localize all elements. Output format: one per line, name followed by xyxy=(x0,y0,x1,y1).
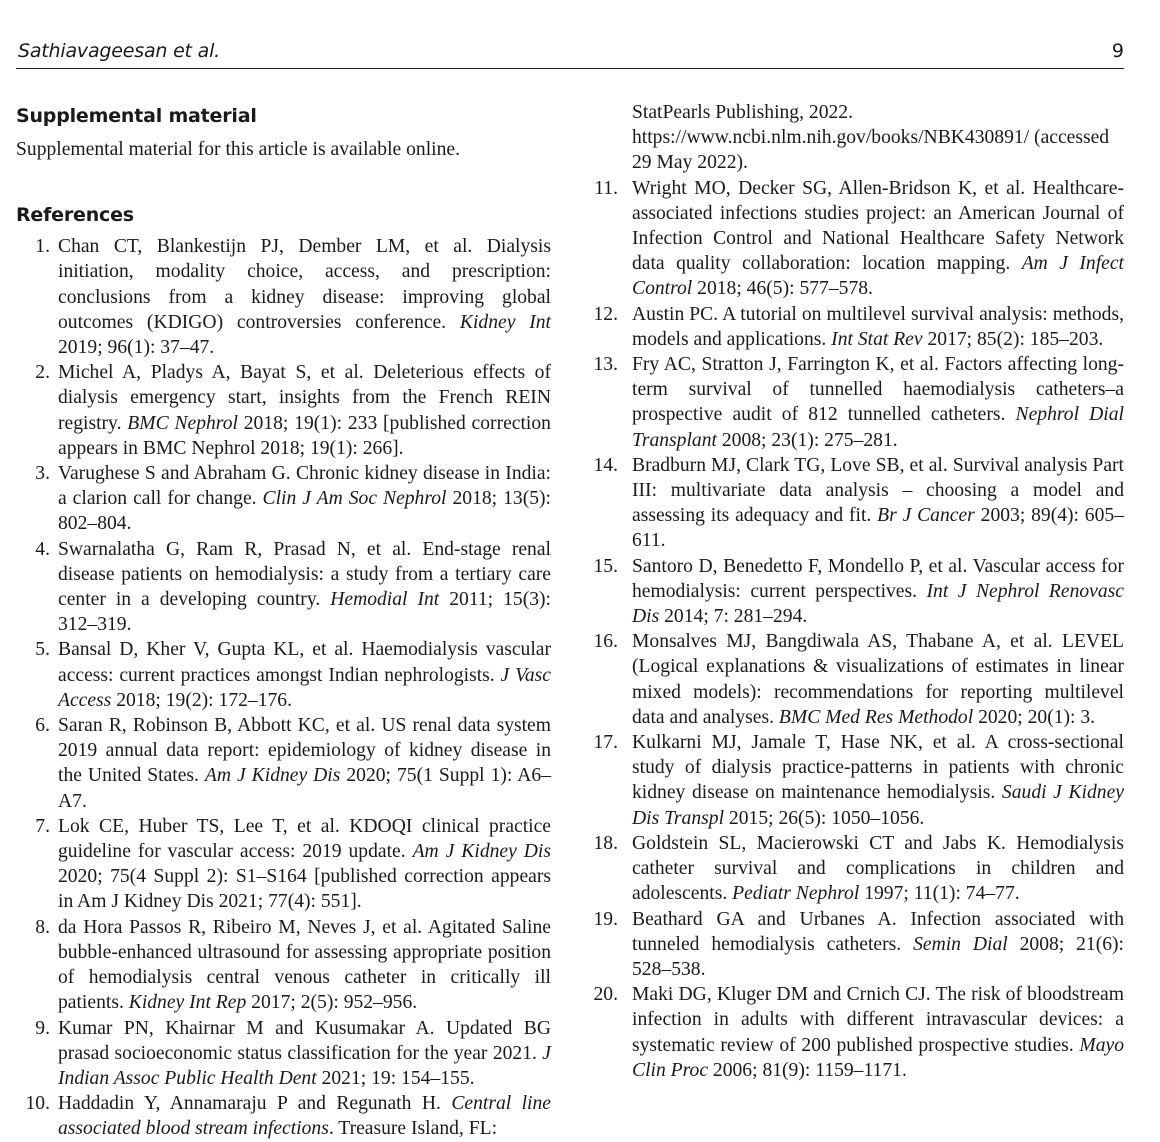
reference-text: Fry AC, Stratton J, Farrington K, et al. Factors affecting long-term survival of tunnelled haemodialysis catheters–a prospective audit of 812 tunnelled catheters. xyxy=(632,354,1124,426)
reference-text: Goldstein SL, Macierowski CT and Jabs K. Hemodialysis catheter survival and complications in children and adolescents. xyxy=(632,832,1124,905)
reference-journal: Br J Cancer xyxy=(877,505,975,527)
reference-journal: BMC Med Res Methodol xyxy=(778,706,974,728)
reference-number: 6. xyxy=(35,715,50,737)
reference-journal: Semin Dial xyxy=(913,933,1008,955)
reference-number: 15. xyxy=(593,555,618,577)
reference-text: Wright MO, Decker SG, Allen-Bridson K, et al. Healthcare-associated infections studies project: an American Journal of Infection Control and National Healthcare Safety Network data quality collaboration: location mapping. xyxy=(632,177,1124,275)
reference-citation: 2018; 13(5): 802–804. xyxy=(58,488,551,535)
reference-citation: 2008; 21(6): 528–538. xyxy=(632,933,1125,980)
reference-text: Monsalves MJ, Bangdiwala AS, Thabane A, et al. LEVEL (Logical explanations & visualizations of estimates in linear mixed models): recommendations for reporting multilevel data and analyses. xyxy=(632,631,1124,728)
page-number: 9 xyxy=(1111,40,1124,62)
reference-journal: Central line associated blood stream infections xyxy=(58,1093,551,1140)
reference-number: 11. xyxy=(594,177,618,199)
reference-journal: Saudi J Kidney Dis Transpl xyxy=(632,782,1124,829)
reference-journal: Kidney Int Rep xyxy=(128,992,247,1014)
reference-list-right xyxy=(588,176,1124,1083)
reference-item xyxy=(16,1016,551,1092)
reference-number: 19. xyxy=(593,908,618,930)
reference-number: 10. xyxy=(25,1093,50,1115)
reference-item xyxy=(588,982,1124,1083)
reference-text: Swarnalatha G, Ram R, Prasad N, et al. End-stage renal disease patients on hemodialysis: a study from a tertiary care center in a developing country. xyxy=(58,538,551,611)
reference-journal: Am J Infect Control xyxy=(632,253,1124,300)
reference-item xyxy=(588,730,1124,831)
reference-number: 18. xyxy=(593,832,618,854)
reference-text: Beathard GA and Urbanes A. Infection associated with tunneled hemodialysis catheters. xyxy=(632,908,1124,955)
reference-journal: Kidney Int xyxy=(459,311,551,333)
reference-citation: 2018; 46(5): 577–578. xyxy=(692,278,873,300)
reference-10-continuation: StatPearls Publishing, 2022. https://www.ncbi.nlm.nih.gov/books/NBK430891/ (accessed 29 May 2022). xyxy=(632,102,1110,174)
reference-item xyxy=(16,915,551,1016)
reference-number: 5. xyxy=(35,639,50,661)
reference-number: 13. xyxy=(593,354,618,376)
supplemental-heading: Supplemental material xyxy=(16,105,257,127)
reference-citation: 2014; 7: 281–294. xyxy=(659,606,808,628)
reference-number: 16. xyxy=(593,631,618,653)
reference-text: Michel A, Pladys A, Bayat S, et al. Deleterious effects of dialysis emergency start, insights from the French REIN registry. xyxy=(58,362,551,434)
reference-item xyxy=(588,352,1124,453)
reference-text: Haddadin Y, Annamaraju P and Regunath H. xyxy=(58,1093,452,1115)
reference-journal: Pediatr Nephrol xyxy=(732,883,860,905)
reference-journal: Hemodial Int xyxy=(330,589,440,611)
reference-item xyxy=(588,907,1124,983)
reference-text: Austin PC. A tutorial on multilevel survival analysis: methods, models and applications. xyxy=(632,303,1124,350)
running-head xyxy=(16,36,1124,69)
supplemental-text: Supplemental material for this article is available online. xyxy=(16,139,460,160)
reference-text: da Hora Passos R, Ribeiro M, Neves J, et al. Agitated Saline bubble-enhanced ultrasound for assessing appropriate position of hemodialysis central venous catheter in critically ill patients. xyxy=(58,916,551,1014)
reference-item xyxy=(16,537,551,638)
reference-journal: J Indian Assoc Public Health Dent xyxy=(58,1042,551,1089)
reference-item xyxy=(16,637,551,713)
reference-citation: 2003; 89(4): 605–611. xyxy=(632,505,1124,552)
reference-number: 7. xyxy=(35,815,50,837)
reference-number: 2. xyxy=(35,362,50,384)
reference-journal: Mayo Clin Proc xyxy=(632,1034,1124,1081)
reference-number: 17. xyxy=(593,732,618,754)
reference-text: Varughese S and Abraham G. Chronic kidney disease in India: a clarion call for change. xyxy=(58,463,551,510)
reference-item xyxy=(16,234,551,360)
reference-number: 20. xyxy=(593,984,618,1006)
reference-citation: 2017; 85(2): 185–203. xyxy=(922,328,1104,350)
reference-text: Bansal D, Kher V, Gupta KL, et al. Haemodialysis vascular access: current practices amongst Indian nephrologists. xyxy=(58,639,551,686)
reference-item xyxy=(588,302,1124,352)
right-column xyxy=(588,100,1124,1083)
reference-citation: 2020; 75(1 Suppl 1): A6–A7. xyxy=(58,765,551,812)
reference-number: 4. xyxy=(35,538,50,560)
reference-item xyxy=(588,629,1124,730)
reference-item xyxy=(588,831,1124,907)
reference-item xyxy=(588,453,1124,554)
reference-item xyxy=(16,461,551,537)
reference-number: 1. xyxy=(35,236,50,258)
reference-item xyxy=(16,1091,551,1141)
reference-citation: 2020; 20(1): 3. xyxy=(973,706,1096,728)
reference-text: Maki DG, Kluger DM and Crnich CJ. The risk of bloodstream infection in adults with different intravascular devices: a systematic review of 200 published prospective studies. xyxy=(632,984,1124,1056)
references-heading: References xyxy=(16,204,134,227)
reference-item xyxy=(16,814,551,915)
reference-journal: J Vasc Access xyxy=(58,664,551,711)
reference-journal: Am J Kidney Dis xyxy=(412,841,551,863)
reference-text: Kumar PN, Khairnar M and Kusumakar A. Updated BG prasad socioeconomic status classification for the year 2021. xyxy=(58,1017,551,1064)
reference-citation: 1997; 11(1): 74–77. xyxy=(859,883,1020,905)
reference-citation: . Treasure Island, FL: xyxy=(328,1118,498,1140)
reference-citation: 2017; 2(5): 952–956. xyxy=(246,992,418,1014)
reference-text: Santoro D, Benedetto F, Mondello P, et al. Vascular access for hemodialysis: current perspectives. xyxy=(632,555,1124,602)
reference-text: Chan CT, Blankestijn PJ, Dember LM, et al. Dialysis initiation, modality choice, access, and prescription: conclusions from a kidney disease: improving global outcomes (KDIGO) controversies conference. xyxy=(58,236,551,333)
reference-item xyxy=(16,360,551,461)
reference-number: 14. xyxy=(593,454,618,476)
reference-number: 8. xyxy=(35,916,50,938)
reference-list-left xyxy=(16,234,551,1141)
reference-text: Kulkarni MJ, Jamale T, Hase NK, et al. A cross-sectional study of dialysis practice-patterns in patients with chronic kidney disease on maintenance hemodialysis. xyxy=(632,732,1124,804)
reference-citation: 2006; 81(9): 1159–1171. xyxy=(708,1059,907,1081)
reference-journal: Am J Kidney Dis xyxy=(204,765,341,787)
reference-journal: BMC Nephrol xyxy=(127,412,238,434)
reference-citation: 2018; 19(1): 233 [published correction appears in BMC Nephrol 2018; 19(1): 266]. xyxy=(58,412,551,459)
reference-journal: Nephrol Dial Transplant xyxy=(632,404,1124,451)
reference-number: 12. xyxy=(593,303,618,325)
reference-item xyxy=(16,713,551,814)
reference-item xyxy=(588,176,1124,302)
reference-text: Bradburn MJ, Clark TG, Love SB, et al. Survival analysis Part III: multivariate data analysis – choosing a model and assessing its adequacy and fit. xyxy=(632,454,1124,527)
reference-citation: 2019; 96(1): 37–47. xyxy=(58,337,215,359)
reference-citation: 2011; 15(3): 312–319. xyxy=(58,589,551,636)
reference-citation: 2018; 19(2): 172–176. xyxy=(111,689,292,711)
reference-number: 3. xyxy=(35,463,50,485)
reference-journal: Int Stat Rev xyxy=(831,328,923,350)
reference-text: Saran R, Robinson B, Abbott KC, et al. US renal data system 2019 annual data report: epidemiology of kidney disease in the United States. xyxy=(58,715,551,787)
reference-journal: Clin J Am Soc Nephrol xyxy=(262,488,447,510)
reference-text: Lok CE, Huber TS, Lee T, et al. KDOQI clinical practice guideline for vascular access: 2019 update. xyxy=(58,815,551,863)
reference-citation: 2021; 19: 154–155. xyxy=(316,1067,475,1089)
reference-citation: 2008; 23(1): 275–281. xyxy=(716,429,898,451)
left-column xyxy=(16,100,551,1142)
running-head-authors: Sathiavageesan et al. xyxy=(18,40,221,62)
reference-number: 9. xyxy=(35,1017,50,1039)
reference-item xyxy=(588,554,1124,630)
reference-citation: 2015; 26(5): 1050–1056. xyxy=(724,807,925,829)
reference-journal: Int J Nephrol Renovasc Dis xyxy=(632,580,1124,628)
reference-citation: 2020; 75(4 Suppl 2): S1–S164 [published correction appears in Am J Kidney Dis 2021; 77(4): 551]. xyxy=(58,866,551,913)
